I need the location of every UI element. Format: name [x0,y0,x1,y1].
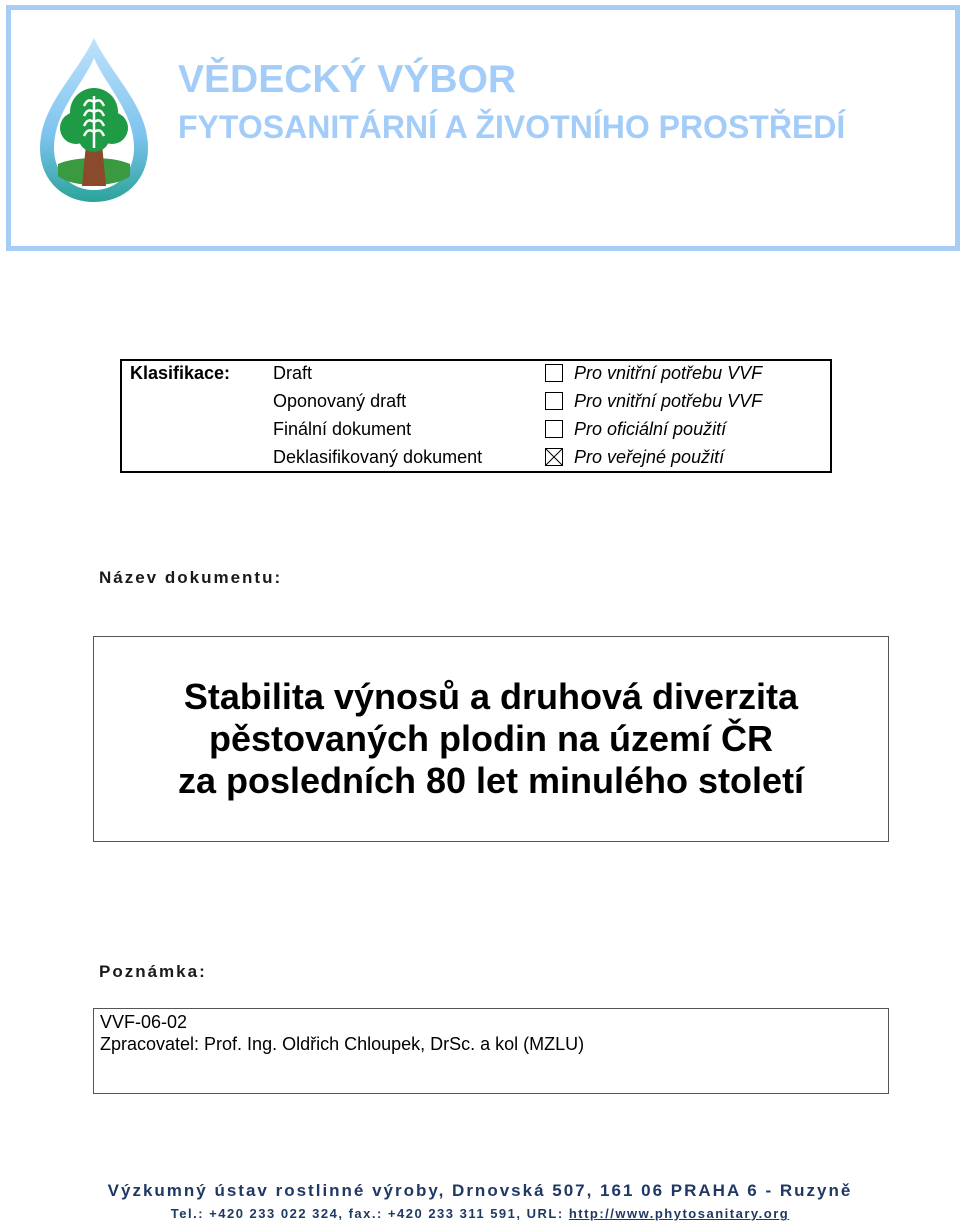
note-line: Zpracovatel: Prof. Ing. Oldřich Chloupek, DrSc. a kol (MZLU) [100,1034,585,1054]
note-label: Poznámka: [99,962,207,981]
checkbox-internal-1[interactable] [545,364,563,382]
note-box [93,1008,889,1094]
note-line: VVF-06-02 [100,1012,188,1032]
classification-box [120,359,832,473]
document-title-box [93,636,889,842]
status-reviewed-draft: Oponovaný draft [273,391,407,411]
checkbox-public-checked[interactable] [545,448,563,466]
footer-address: Výzkumný ústav rostlinné výroby, Drnovská 507, 161 06 PRAHA 6 - Ruzyně [107,1181,853,1200]
classification-label: Klasifikace: [130,363,231,383]
checkbox-internal-2[interactable] [545,392,563,410]
document-title-line: za posledních 80 let minulého století [177,760,805,801]
option-public: Pro veřejné použití [574,447,725,467]
footer-url-link[interactable]: http://www.phytosanitary.org [568,1206,790,1221]
footer-url-label: URL: [526,1206,564,1221]
status-declassified: Deklasifikovaný dokument [273,447,483,467]
status-final: Finální dokument [273,419,412,439]
status-draft: Draft [273,363,313,383]
option-internal-1: Pro vnitřní potřebu VVF [574,363,763,383]
option-official: Pro oficiální použití [574,419,727,439]
org-title-line1: VĚDECKÝ VÝBOR [178,58,517,101]
checkbox-official[interactable] [545,420,563,438]
document-title-line: Stabilita výnosů a druhová diverzita [183,676,799,717]
footer-contact [0,1206,960,1221]
tree-waterdrop-logo [36,36,152,206]
document-name-label: Název dokumentu: [99,568,283,587]
org-title-line2: FYTOSANITÁRNÍ A ŽIVOTNÍHO PROSTŘEDÍ [178,109,846,145]
footer-phone-fax: Tel.: +420 233 022 324, fax.: +420 233 311 591, [170,1206,522,1221]
option-internal-2: Pro vnitřní potřebu VVF [574,391,763,411]
document-title-line: pěstovaných plodin na území ČR [208,718,774,759]
cross-mark-icon [546,449,562,465]
